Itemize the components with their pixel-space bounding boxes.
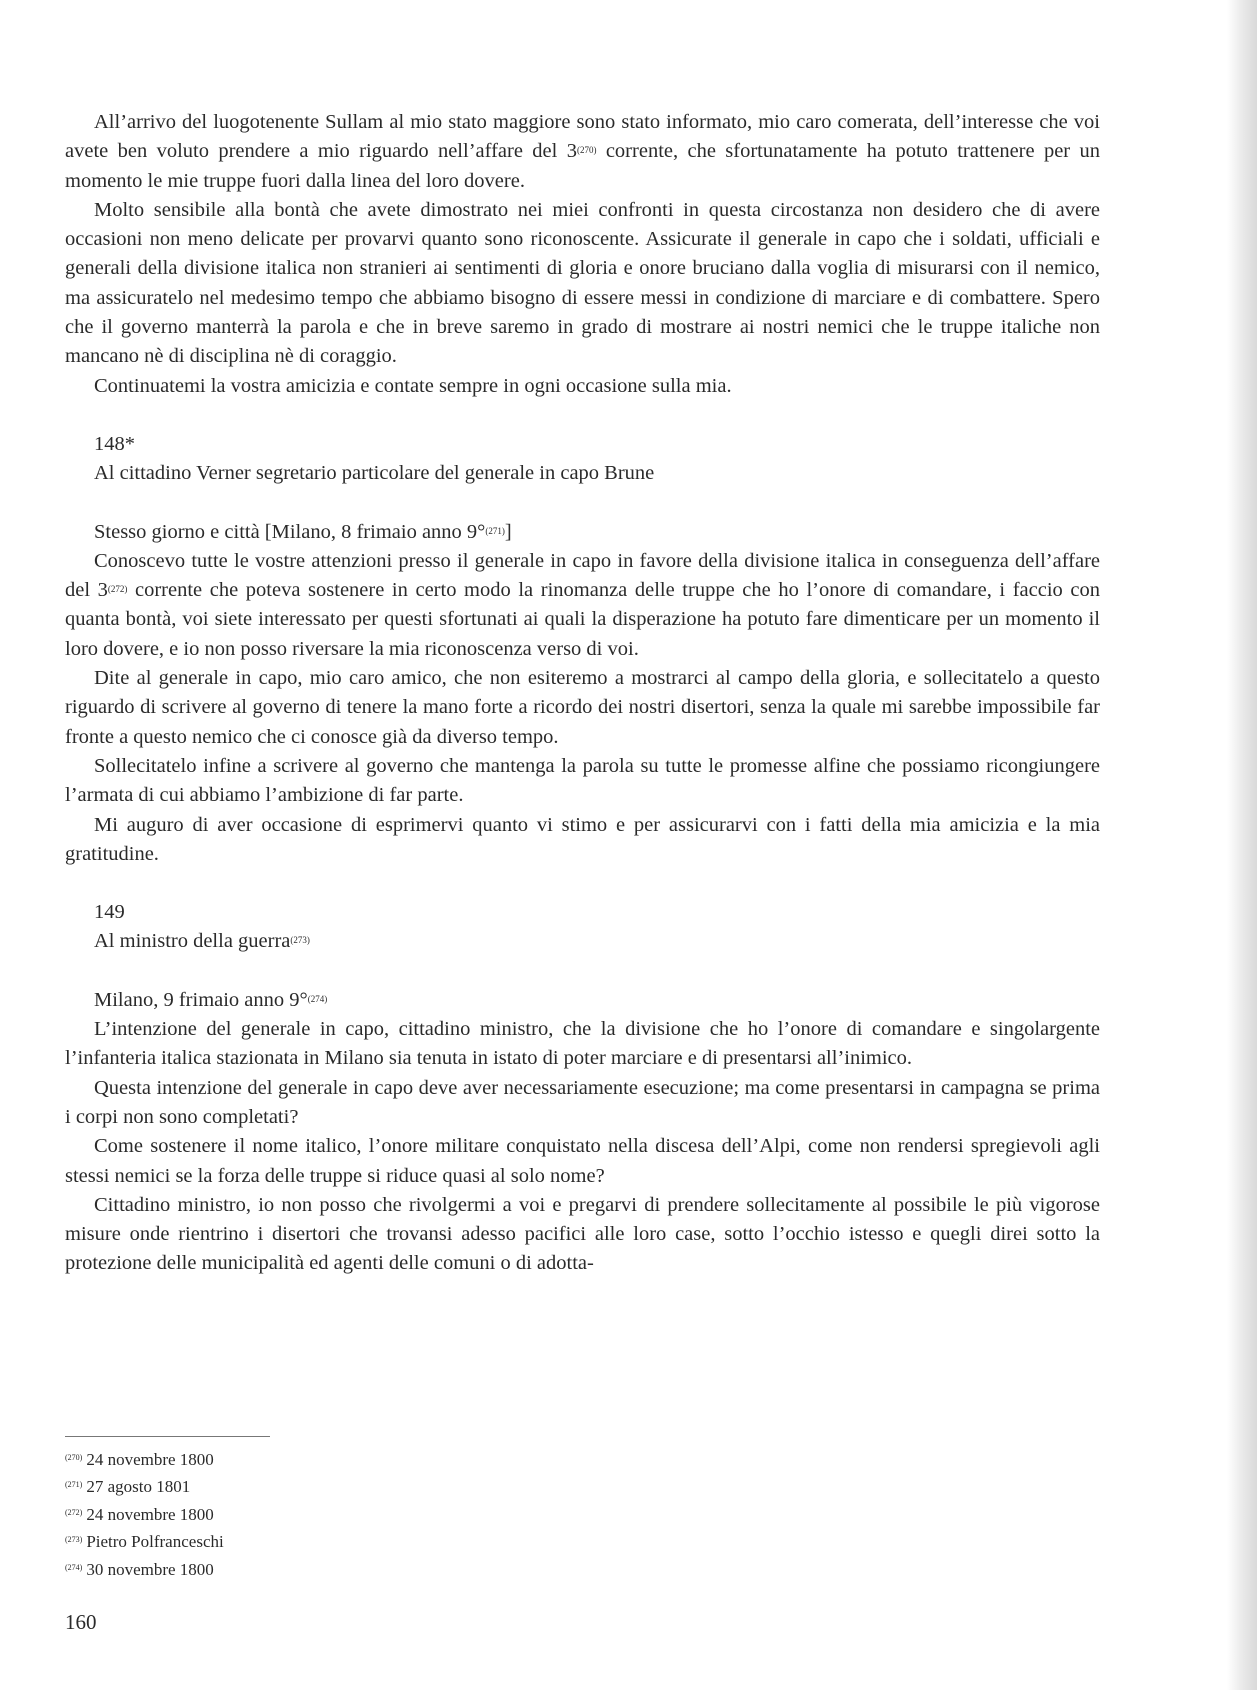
letter-recipient: Al cittadino Verner segretario particolare del generale in capo Brune: [94, 462, 655, 485]
footnote: $^{(274)}$ 30 novembre 1800: [65, 1559, 214, 1579]
paragraph: Molto sensibile alla bontà che avete dimostrato nei miei confronti in questa circostanza non desidero che di avere occasioni non meno delicate per provarvi quanto sono riconoscente. Assicurate il generale in capo che i soldati, ufficiali e generali della divisione italica non stranieri ai sentimenti di gloria e onore bruciano dalla voglia di misurarsi con il nemico, ma assicuratelo nel medesimo tempo che abbiamo bisogno di essere messi in condizione di marciare e di combattere. Spero che il governo manterrà la parola e che in breve saremo in grado di mostrare ai nostri nemici che le truppe italiche non mancano nè di disciplina nè di coraggio.: [65, 198, 1100, 368]
paragraph: Cittadino ministro, io non posso che rivolgermi a voi e pregarvi di prendere sollecitamente al possibile le più vigorose misure onde rientrino i disertori che trovansi adesso pacifici alle loro case, sotto l’occhio istesso e quegli direi sotto la protezione delle municipalità ed agenti delle comuni o di adotta-: [65, 1193, 1100, 1275]
page-binding-shadow: [1227, 0, 1257, 1690]
letter-date: Milano, 9 frimaio anno 9°$^{(274)}$: [94, 988, 328, 1011]
paragraph: Continuatemi la vostra amicizia e contate sempre in ogni occasione sulla mia.: [94, 374, 732, 397]
footnote-ref: (272): [107, 584, 128, 595]
footnotes: [65, 1448, 224, 1585]
paragraph: L’intenzione del generale in capo, cittadino ministro, che la divisione che ho l’onore di comandare e singolargente l’infanteria italica stazionata in Milano sia tenuta in istato di poter marciare e di presentarsi all’inimico.: [65, 1018, 1100, 1070]
footnote: $^{(272)}$ 24 novembre 1800: [65, 1504, 214, 1524]
paragraph: Mi auguro di aver occasione di esprimervi quanto vi stimo e per assicurarvi con i fatti della mia amicizia e la mia gratitudine.: [65, 813, 1100, 865]
footnote-ref: (270): [576, 145, 597, 156]
footnote-ref: (274): [307, 993, 328, 1004]
paragraph: Come sostenere il nome italico, l’onore militare conquistato nella discesa dell’Alpi, come non rendersi spregievoli agli stessi nemici se la forza delle truppe si riduce quasi al solo nome?: [65, 1135, 1100, 1187]
paragraph: Dite al generale in capo, mio caro amico, che non esiteremo a mostrarci al campo della gloria, e sollecitatelo a questo riguardo di scrivere al governo di tenere la mano forte a ricordo dei nostri disertori, senza la quale mi sarebbe impossibile far fronte a questo nemico che ci conosce già da diverso tempo.: [65, 667, 1100, 748]
footnote-ref: (271): [485, 525, 505, 536]
page-number: 160: [65, 1610, 97, 1634]
footnote: $^{(273)}$ Pietro Polfranceschi: [65, 1532, 224, 1552]
paragraph: Conoscevo tutte le vostre attenzioni presso il generale in capo in favore della divisione italica in conseguenza dell’affare del 3$^{(272)}$ corrente che poteva sostenere in certo modo la rinomanza delle truppe che ho l’onore di comandare, i faccio con quanta bontà, voi siete interessato per questi sfortunati ai quali la disperazione ha potuto fare dimenticare per un momento il loro dovere, e io non posso riversare la mia riconoscenza verso di voi.: [65, 549, 1101, 660]
paragraph-intro: All’arrivo del luogotenente Sullam al mio stato maggiore sono stato informato, mio caro comerata, dell’interesse che voi avete ben voluto prendere a mio riguardo nell’affare del 3$^{(270)}$ corrente, che sfortunatamente ha potuto trattenere per un momento le mie truppe fuori dalla linea del loro dovere.: [65, 111, 1101, 192]
footnote: $^{(270)}$ 24 novembre 1800: [65, 1450, 214, 1469]
paragraph: Questa intenzione del generale in capo deve aver necessariamente esecuzione; ma come presentarsi in campagna se prima i corpi non sono completati?: [65, 1076, 1100, 1128]
main-text: [65, 108, 1100, 1279]
footnote: $^{(271)}$ 27 agosto 1801: [65, 1477, 191, 1497]
letter-number: 148*: [94, 432, 135, 455]
letter-number: 149: [94, 901, 125, 924]
footnote-ref: (273): [290, 935, 310, 946]
letter-date: Stesso giorno e città [Milano, 8 frimaio anno 9°$^{(271)}$]: [94, 520, 512, 543]
footnote-divider: [65, 1436, 270, 1437]
letter-recipient: Al ministro della guerra$^{(273)}$: [94, 930, 310, 953]
paragraph: Sollecitatelo infine a scrivere al governo che mantenga la parola su tutte le promesse alfine che possiamo ricongiungere l’armata di cui abbiamo l’ambizione di far parte.: [65, 754, 1100, 807]
